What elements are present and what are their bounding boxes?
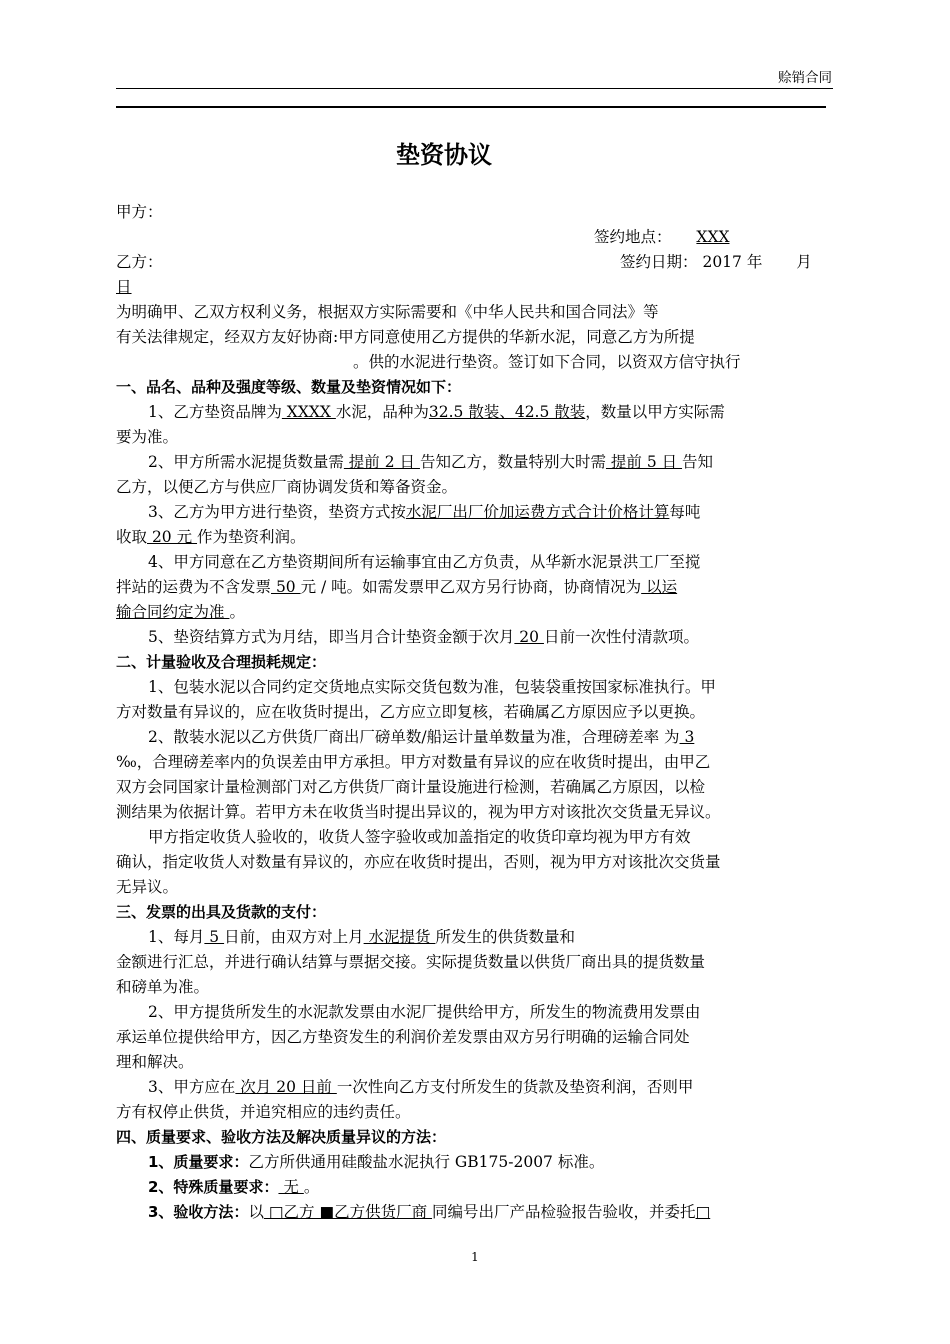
s2-item-2: 2、散装水泥以乙方供货厂商出厂磅单数/船运计量单数量为准，合理磅差率 为 3 [148, 728, 695, 746]
s3-item-1-cont-2: 和磅单为准。 [116, 978, 210, 996]
s4-item-2: 2、特殊质量要求： 无 。 [148, 1178, 320, 1196]
profit-per-ton-value: 20 元 [147, 528, 198, 546]
notice-days-value: 提前 2 日 [343, 453, 420, 471]
sign-place-label: 签约地点： [594, 228, 672, 246]
s1-item-4: 4、甲方同意在乙方垫资期间所有运输事宜由乙方负责，从华新水泥景洪工厂至搅 [148, 553, 701, 571]
sign-date-label: 签约日期： [620, 253, 698, 271]
s4-item-3: 3、验收方法：以 □乙方 ■乙方供货厂商 同编号出厂产品检验报告验收，并委托□ [148, 1203, 711, 1221]
summary-day-value: 5 [204, 928, 225, 946]
s3-item-2-cont-1: 承运单位提供给甲方，因乙方垫资发生的利润价差发票由双方另行明确的运输合同处 [116, 1028, 690, 1046]
entrust-checkbox: □ [695, 1203, 711, 1221]
summary-scope-value: 水泥提货 [363, 928, 436, 946]
s1-item-2-cont: 乙方，以便乙方与供应厂商协调发货和筹备资金。 [116, 478, 458, 496]
special-quality-value: 无 [278, 1178, 304, 1196]
s2-item-2-cont-2: 双方会同国家计量检测部门对乙方供货厂商计量设施进行检测，若确属乙方原因，以检 [116, 778, 706, 796]
s2-item-1: 1、包装水泥以合同约定交货地点实际交货包数为准，包装袋重按国家标准执行。甲 [148, 678, 716, 696]
s4-item-1: 1、质量要求：乙方所供通用硅酸盐水泥执行 GB175-2007 标准。 [148, 1153, 605, 1171]
brand-value: XXXX [281, 403, 336, 421]
s1-item-2: 2、甲方所需水泥提货数量需 提前 2 日 告知乙方，数量特别大时需 提前 5 日 告知 [148, 453, 714, 471]
page-number: 1 [471, 1250, 479, 1264]
s2-item-2-cont-1: ‰，合理磅差率内的负误差由甲方承担。甲方对数量有异议的应在收货时提出，由甲乙 [116, 753, 711, 771]
header-rule-thin [116, 88, 833, 89]
s1-item-3-cont: 收取 20 元 作为垫资利润。 [116, 528, 306, 546]
party-a-label: 甲方： [116, 203, 163, 221]
freight-value: 50 [271, 578, 301, 596]
s3-item-1: 1、每月 5 日前，由双方对上月 水泥提货 所发生的供货数量和 [148, 928, 575, 946]
intro-line-1: 为明确甲、乙双方权利义务，根据双方实际需要和《中华人民共和国合同法》等 [116, 303, 659, 321]
s1-item-5: 5、垫资结算方式为月结，即当月合计垫资金额于次月 20 日前一次性付清款项。 [148, 628, 699, 646]
s1-item-4-cont: 拌站的运费为不含发票 50 元 / 吨。如需发票甲乙双方另行协商，协商情况为 以运 [116, 578, 678, 596]
s3-item-2-cont-2: 理和解决。 [116, 1053, 194, 1071]
s2-para-3-cont-1: 确认，指定收货人对数量有异议的，亦应在收货时提出，否则，视为甲方对该批次交货量 [116, 853, 721, 871]
sign-date-month: 月 [796, 253, 812, 271]
large-notice-days-value: 提前 5 日 [605, 453, 683, 471]
s1-item-1: 1、乙方垫资品牌为 XXXX 水泥，品种为32.5 散装、42.5 散装，数量以甲方实际需 [148, 403, 725, 421]
section-1-heading: 一、品名、品种及强度等级、数量及垫资情况如下： [116, 378, 462, 396]
s2-item-2-cont-3: 测结果为依据计算。若甲方未在收货当时提出异议的，视为甲方对该批次交货量无异议。 [116, 803, 721, 821]
payment-deadline-value: 次月 20 日前 [235, 1078, 337, 1096]
s3-item-1-cont-1: 金额进行汇总，并进行确认结算与票据交接。实际提货数量以供货厂商出具的提货数量 [116, 953, 706, 971]
intro-line-2: 有关法律规定，经双方友好协商:甲方同意使用乙方提供的华新水泥，同意乙方为所提 [116, 328, 695, 346]
s2-para-3-cont-2: 无异议。 [116, 878, 179, 896]
section-2-heading: 二、计量验收及合理损耗规定： [116, 653, 327, 671]
s1-item-3: 3、乙方为甲方进行垫资，垫资方式按水泥厂出厂价加运费方式合计价格计算每吨 [148, 503, 701, 521]
s3-item-3-cont: 方有权停止供货，并追究相应的违约责任。 [116, 1103, 411, 1121]
sign-place-value: XXX [696, 228, 730, 246]
s2-item-1-cont: 方对数量有异议的，应在收货时提出，乙方应立即复核，若确属乙方原因应予以更换。 [116, 703, 706, 721]
s3-item-2: 2、甲方提货所发生的水泥款发票由水泥厂提供给甲方，所发生的物流费用发票由 [148, 1003, 701, 1021]
weight-tolerance-value: 3 [679, 728, 695, 746]
cement-type-value: 32.5 散装、42.5 散装 [428, 403, 586, 421]
document-title: 垫资协议 [396, 141, 492, 169]
header-rule-thick [116, 106, 826, 108]
inspection-party-value: □乙方 ■乙方供货厂商 [263, 1203, 433, 1221]
section-3-heading: 三、发票的出具及货款的支付： [116, 903, 327, 921]
s3-item-3: 3、甲方应在 次月 20 日前 一次性向乙方支付所发生的货款及垫资利润，否则甲 [148, 1078, 694, 1096]
pricing-method-value: 水泥厂出厂价加运费方式合计价格计算 [405, 503, 670, 521]
settlement-day-value: 20 [514, 628, 544, 646]
party-b-label: 乙方： [116, 253, 163, 271]
s1-item-1-cont: 要为准。 [116, 428, 179, 446]
intro-line-3: 。供的水泥进行垫资。签订如下合同，以资双方信守执行 [353, 353, 741, 371]
sign-date-year: 2017 年 [702, 253, 763, 271]
s1-item-4-cont-2: 输合同约定为准 。 [116, 603, 245, 621]
section-4-heading: 四、质量要求、验收方法及解决质量异议的方法： [116, 1128, 447, 1146]
sign-place [594, 225, 730, 250]
sign-date-day: 日 [116, 278, 132, 296]
header-doc-type: 赊销合同 [778, 70, 832, 86]
sign-date [620, 250, 812, 275]
s2-para-3: 甲方指定收货人验收的，收货人签字验收或加盖指定的收货印章均视为甲方有效 [148, 828, 691, 846]
